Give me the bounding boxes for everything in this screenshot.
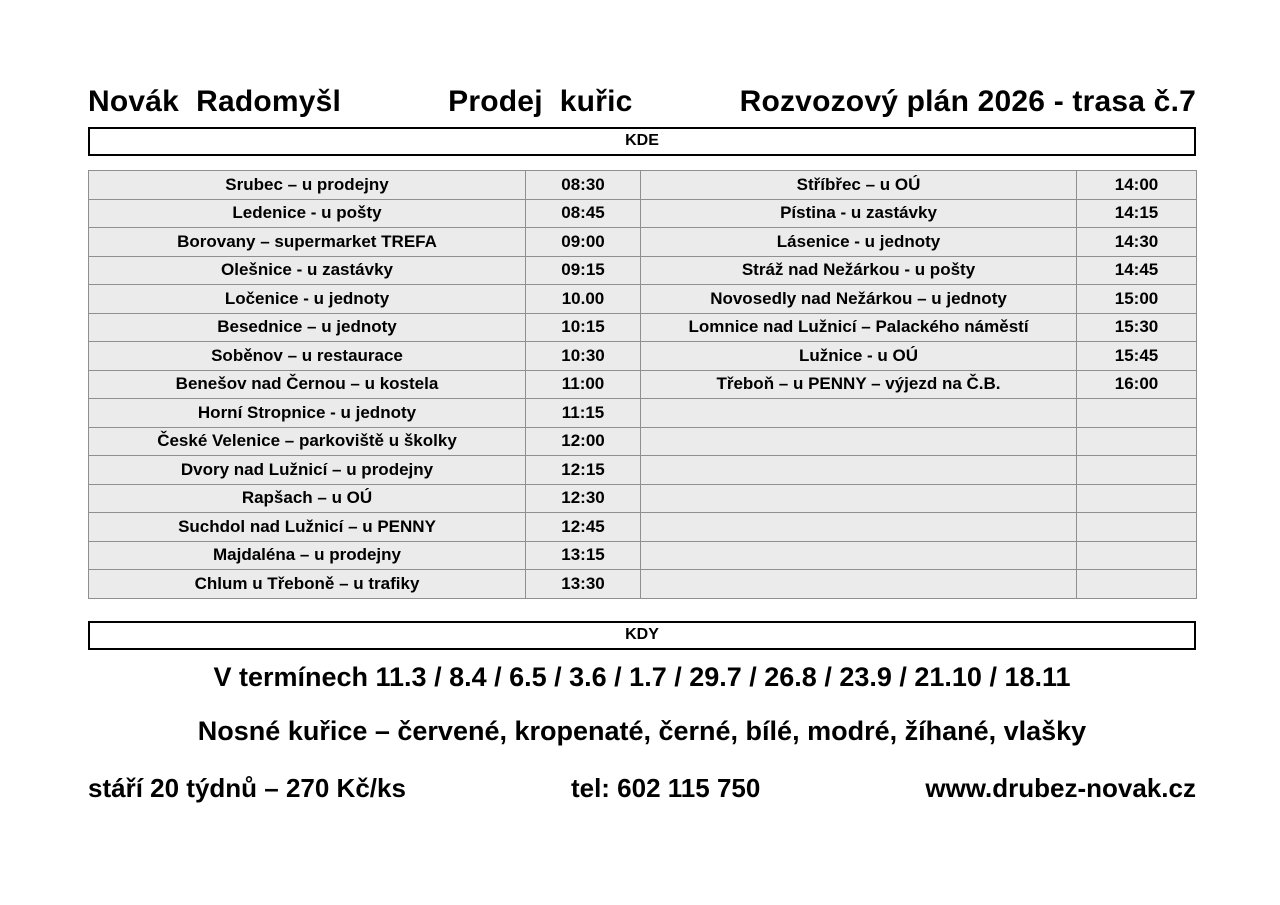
table-row	[89, 541, 1197, 570]
title-product: Prodej kuřic	[448, 85, 633, 118]
stop-name: Ledenice - u pošty	[89, 199, 526, 228]
section-header-when-label: KDY	[625, 625, 659, 643]
stop-time: 15:30	[1077, 313, 1197, 342]
stop-time: 12:45	[526, 513, 641, 542]
stop-name: Lásenice - u jednoty	[641, 228, 1077, 257]
phone-number: tel: 602 115 750	[570, 772, 761, 803]
stop-name: Besednice – u jednoty	[89, 313, 526, 342]
stop-name: Olešnice - u zastávky	[89, 256, 526, 285]
stop-name: Lužnice - u OÚ	[641, 342, 1077, 371]
website-url: www.drubez-novak.cz	[925, 772, 1196, 803]
stop-name: Dvory nad Lužnicí – u prodejny	[89, 456, 526, 485]
table-row	[89, 285, 1197, 314]
stop-time: 10.00	[526, 285, 641, 314]
stop-name: České Velenice – parkoviště u školky	[89, 427, 526, 456]
stop-time: 08:45	[526, 199, 641, 228]
stop-name	[641, 427, 1077, 456]
stop-name	[641, 570, 1077, 599]
stop-name: Stráž nad Nežárkou - u pošty	[641, 256, 1077, 285]
title-plan: Rozvozový plán 2026 - trasa č.7	[739, 85, 1196, 118]
table-row	[89, 313, 1197, 342]
stop-name: Majdaléna – u prodejny	[89, 541, 526, 570]
stop-time: 11:00	[526, 370, 641, 399]
stop-time	[1077, 484, 1197, 513]
stop-time: 09:00	[526, 228, 641, 257]
stop-time	[1077, 513, 1197, 542]
stop-time: 12:00	[526, 427, 641, 456]
section-header-when	[88, 621, 1196, 650]
table-row	[89, 513, 1197, 542]
stop-name	[641, 456, 1077, 485]
table-row	[89, 171, 1197, 200]
stop-time	[1077, 427, 1197, 456]
breeds-description: Nosné kuřice – červené, kropenaté, černé, bílé, modré, žíhané, vlašky	[197, 715, 1087, 746]
stop-name: Chlum u Třeboně – u trafiky	[89, 570, 526, 599]
section-header-where-label: KDE	[625, 132, 659, 149]
table-row	[89, 456, 1197, 485]
schedule-section	[88, 170, 1196, 599]
stop-name: Pístina - u zastávky	[641, 199, 1077, 228]
stop-time	[1077, 541, 1197, 570]
stop-time: 14:30	[1077, 228, 1197, 257]
stop-time: 08:30	[526, 171, 641, 200]
stop-time: 09:15	[526, 256, 641, 285]
stop-time: 13:15	[526, 541, 641, 570]
stop-name	[641, 484, 1077, 513]
table-row	[89, 484, 1197, 513]
stop-time: 12:30	[526, 484, 641, 513]
stop-time: 16:00	[1077, 370, 1197, 399]
table-row	[89, 399, 1197, 428]
stop-name: Rapšach – u OÚ	[89, 484, 526, 513]
schedule-table	[88, 170, 1197, 599]
stop-name	[641, 513, 1077, 542]
stop-time: 12:15	[526, 456, 641, 485]
stop-name: Borovany – supermarket TREFA	[89, 228, 526, 257]
table-row	[89, 256, 1197, 285]
stop-name: Srubec – u prodejny	[89, 171, 526, 200]
stop-name	[641, 541, 1077, 570]
stop-time: 10:30	[526, 342, 641, 371]
title-seller: Novák Radomyšl	[88, 85, 342, 118]
stop-time: 14:45	[1077, 256, 1197, 285]
document-title	[88, 84, 1196, 120]
stop-name	[641, 399, 1077, 428]
stop-name: Suchdol nad Lužnicí – u PENNY	[89, 513, 526, 542]
contact-row	[88, 772, 1196, 804]
age-price: stáří 20 týdnů – 270 Kč/ks	[88, 772, 406, 803]
stop-time	[1077, 399, 1197, 428]
table-row	[89, 199, 1197, 228]
stop-name: Novosedly nad Nežárkou – u jednoty	[641, 285, 1077, 314]
stop-time: 10:15	[526, 313, 641, 342]
stop-time	[1077, 456, 1197, 485]
stop-time: 14:15	[1077, 199, 1197, 228]
stop-name: Soběnov – u restaurace	[89, 342, 526, 371]
stop-name: Ločenice - u jednoty	[89, 285, 526, 314]
stop-name: Stříbřec – u OÚ	[641, 171, 1077, 200]
table-row	[89, 427, 1197, 456]
delivery-dates: V termínech 11.3 / 8.4 / 6.5 / 3.6 / 1.7 / 29.7 / 26.8 / 23.9 / 21.10 / 18.11	[213, 661, 1071, 692]
stop-time: 11:15	[526, 399, 641, 428]
stop-name: Horní Stropnice - u jednoty	[89, 399, 526, 428]
table-row	[89, 370, 1197, 399]
stop-name: Třeboň – u PENNY – výjezd na Č.B.	[641, 370, 1077, 399]
stop-name: Lomnice nad Lužnicí – Palackého náměstí	[641, 313, 1077, 342]
stop-time: 15:00	[1077, 285, 1197, 314]
table-row	[89, 570, 1197, 599]
stop-time: 13:30	[526, 570, 641, 599]
table-row	[89, 342, 1197, 371]
section-header-where	[88, 127, 1196, 156]
stop-name: Benešov nad Černou – u kostela	[89, 370, 526, 399]
table-row	[89, 228, 1197, 257]
stop-time	[1077, 570, 1197, 599]
stop-time: 15:45	[1077, 342, 1197, 371]
stop-time: 14:00	[1077, 171, 1197, 200]
